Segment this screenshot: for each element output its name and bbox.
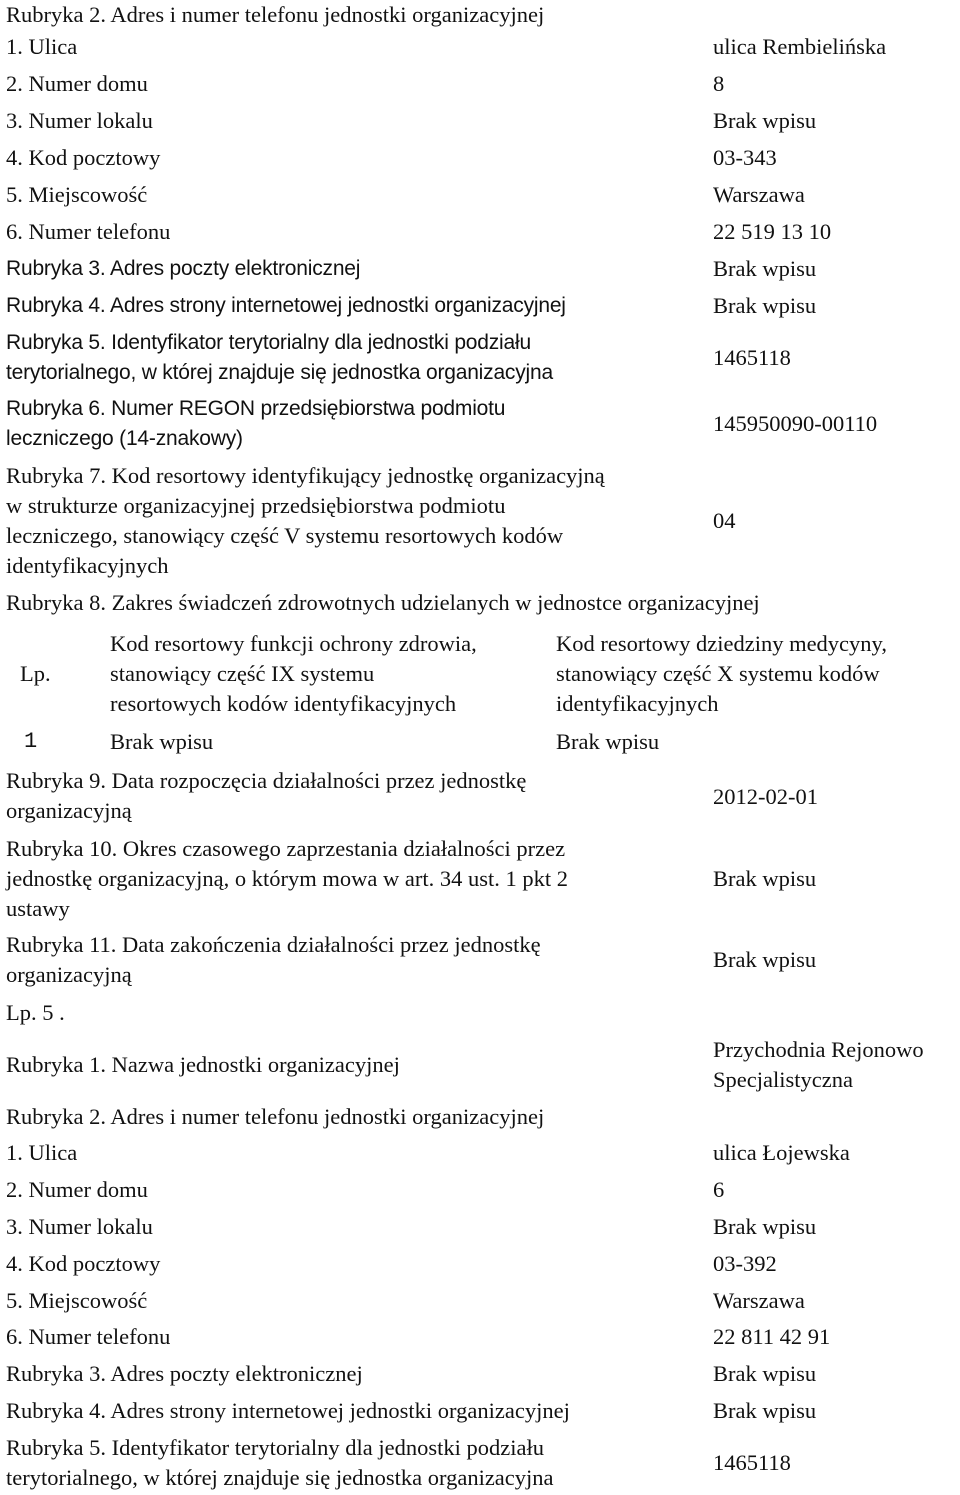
house-value-2: 6: [713, 1177, 725, 1202]
r2-heading: Rubryka 2. Adres i numer telefonu jednostki organizacyjnej: [6, 2, 545, 27]
r8-col-med-line2: stanowiący część X systemu kodów: [556, 661, 880, 686]
r9-label-line1: Rubryka 9. Data rozpoczęcia działalności przez jednostkę: [6, 768, 527, 793]
r7-label-line3: leczniczego, stanowiący część V systemu resortowych kodów: [6, 523, 564, 548]
r11-label-line1: Rubryka 11. Data zakończenia działalności przez jednostkę: [6, 932, 541, 957]
postal-value-2: 03-392: [713, 1251, 777, 1276]
phone-label-2: 6. Numer telefonu: [6, 1324, 171, 1349]
r11-value: Brak wpisu: [713, 947, 817, 972]
r8-heading: Rubryka 8. Zakres świadczeń zdrowotnych udzielanych w jednostce organizacyjnej: [6, 590, 760, 615]
r3-value-2: Brak wpisu: [713, 1361, 817, 1386]
phone-label: 6. Numer telefonu: [6, 219, 171, 244]
street-value: ulica Rembielińska: [713, 34, 887, 59]
r5-label-line2-2: terytorialnego, w której znajduje się jednostka organizacyjna: [6, 1465, 554, 1490]
r9-label-line2: organizacyjną: [6, 798, 132, 823]
r8-row-med: Brak wpisu: [556, 729, 660, 754]
street-label-2: 1. Ulica: [6, 1140, 78, 1165]
r5-label-line1: Rubryka 5. Identyfikator terytorialny dla jednostki podziału: [6, 331, 531, 354]
house-label-2: 2. Numer domu: [6, 1177, 148, 1202]
r8-row-lp: 1: [24, 729, 38, 754]
r4-value-2: Brak wpisu: [713, 1398, 817, 1423]
r8-col-med-line3: identyfikacyjnych: [556, 691, 719, 716]
r2-heading-2: Rubryka 2. Adres i numer telefonu jednostki organizacyjnej: [6, 1104, 545, 1129]
postal-label: 4. Kod pocztowy: [6, 145, 161, 170]
r9-value: 2012-02-01: [713, 784, 818, 809]
r10-value: Brak wpisu: [713, 866, 817, 891]
house-value: 8: [713, 71, 725, 96]
r4-label-2: Rubryka 4. Adres strony internetowej jednostki organizacyjnej: [6, 1398, 570, 1423]
house-label: 2. Numer domu: [6, 71, 148, 96]
phone-value: 22 519 13 10: [713, 219, 832, 244]
r4-value: Brak wpisu: [713, 293, 817, 318]
postal-label-2: 4. Kod pocztowy: [6, 1251, 161, 1276]
r8-col-med-line1: Kod resortowy dziedziny medycyny,: [556, 631, 887, 656]
r1-value-line1: Przychodnia Rejonowo: [713, 1037, 924, 1062]
postal-value: 03-343: [713, 145, 777, 170]
r4-label: Rubryka 4. Adres strony internetowej jednostki organizacyjnej: [6, 294, 566, 317]
r10-label-line2: jednostkę organizacyjną, o którym mowa w art. 34 ust. 1 pkt 2: [6, 866, 568, 891]
r5-value-2: 1465118: [713, 1450, 791, 1475]
unit-label-2: 3. Numer lokalu: [6, 1214, 153, 1239]
r8-row-func: Brak wpisu: [110, 729, 214, 754]
city-value: Warszawa: [713, 182, 805, 207]
r6-label-line1: Rubryka 6. Numer REGON przedsiębiorstwa podmiotu: [6, 397, 506, 420]
r5-value: 1465118: [713, 345, 791, 370]
r8-col-func-line2: stanowiący część IX systemu: [110, 661, 375, 686]
r8-col-lp: Lp.: [20, 661, 51, 686]
street-value-2: ulica Łojewska: [713, 1140, 850, 1165]
r7-label-line4: identyfikacyjnych: [6, 553, 169, 578]
street-label: 1. Ulica: [6, 34, 78, 59]
city-value-2: Warszawa: [713, 1288, 805, 1313]
r3-value: Brak wpisu: [713, 256, 817, 281]
r1-label: Rubryka 1. Nazwa jednostki organizacyjnej: [6, 1052, 400, 1077]
r8-col-func-line3: resortowych kodów identyfikacyjnych: [110, 691, 457, 716]
r6-label-line2: leczniczego (14-znakowy): [6, 427, 243, 450]
r6-value: 145950090-00110: [713, 411, 878, 436]
city-label: 5. Miejscowość: [6, 182, 148, 207]
unit-value: Brak wpisu: [713, 108, 817, 133]
r5-label-line1-2: Rubryka 5. Identyfikator terytorialny dla jednostki podziału: [6, 1435, 544, 1460]
r3-label: Rubryka 3. Adres poczty elektronicznej: [6, 257, 361, 280]
r11-label-line2: organizacyjną: [6, 962, 132, 987]
r1-value-line2: Specjalistyczna: [713, 1067, 853, 1092]
unit-label: 3. Numer lokalu: [6, 108, 153, 133]
unit-value-2: Brak wpisu: [713, 1214, 817, 1239]
r3-label-2: Rubryka 3. Adres poczty elektronicznej: [6, 1361, 363, 1386]
r10-label-line1: Rubryka 10. Okres czasowego zaprzestania działalności przez: [6, 836, 566, 861]
r7-label-line1: Rubryka 7. Kod resortowy identyfikujący jednostkę organizacyjną: [6, 463, 605, 488]
r7-value: 04: [713, 508, 736, 533]
r10-label-line3: ustawy: [6, 896, 70, 921]
phone-value-2: 22 811 42 91: [713, 1324, 831, 1349]
r5-label-line2: terytorialnego, w której znajduje się jednostka organizacyjna: [6, 361, 553, 384]
lp-number: Lp. 5 .: [6, 1000, 65, 1025]
city-label-2: 5. Miejscowość: [6, 1288, 148, 1313]
r8-col-func-line1: Kod resortowy funkcji ochrony zdrowia,: [110, 631, 477, 656]
r7-label-line2: w strukturze organizacyjnej przedsiębiorstwa podmiotu: [6, 493, 506, 518]
